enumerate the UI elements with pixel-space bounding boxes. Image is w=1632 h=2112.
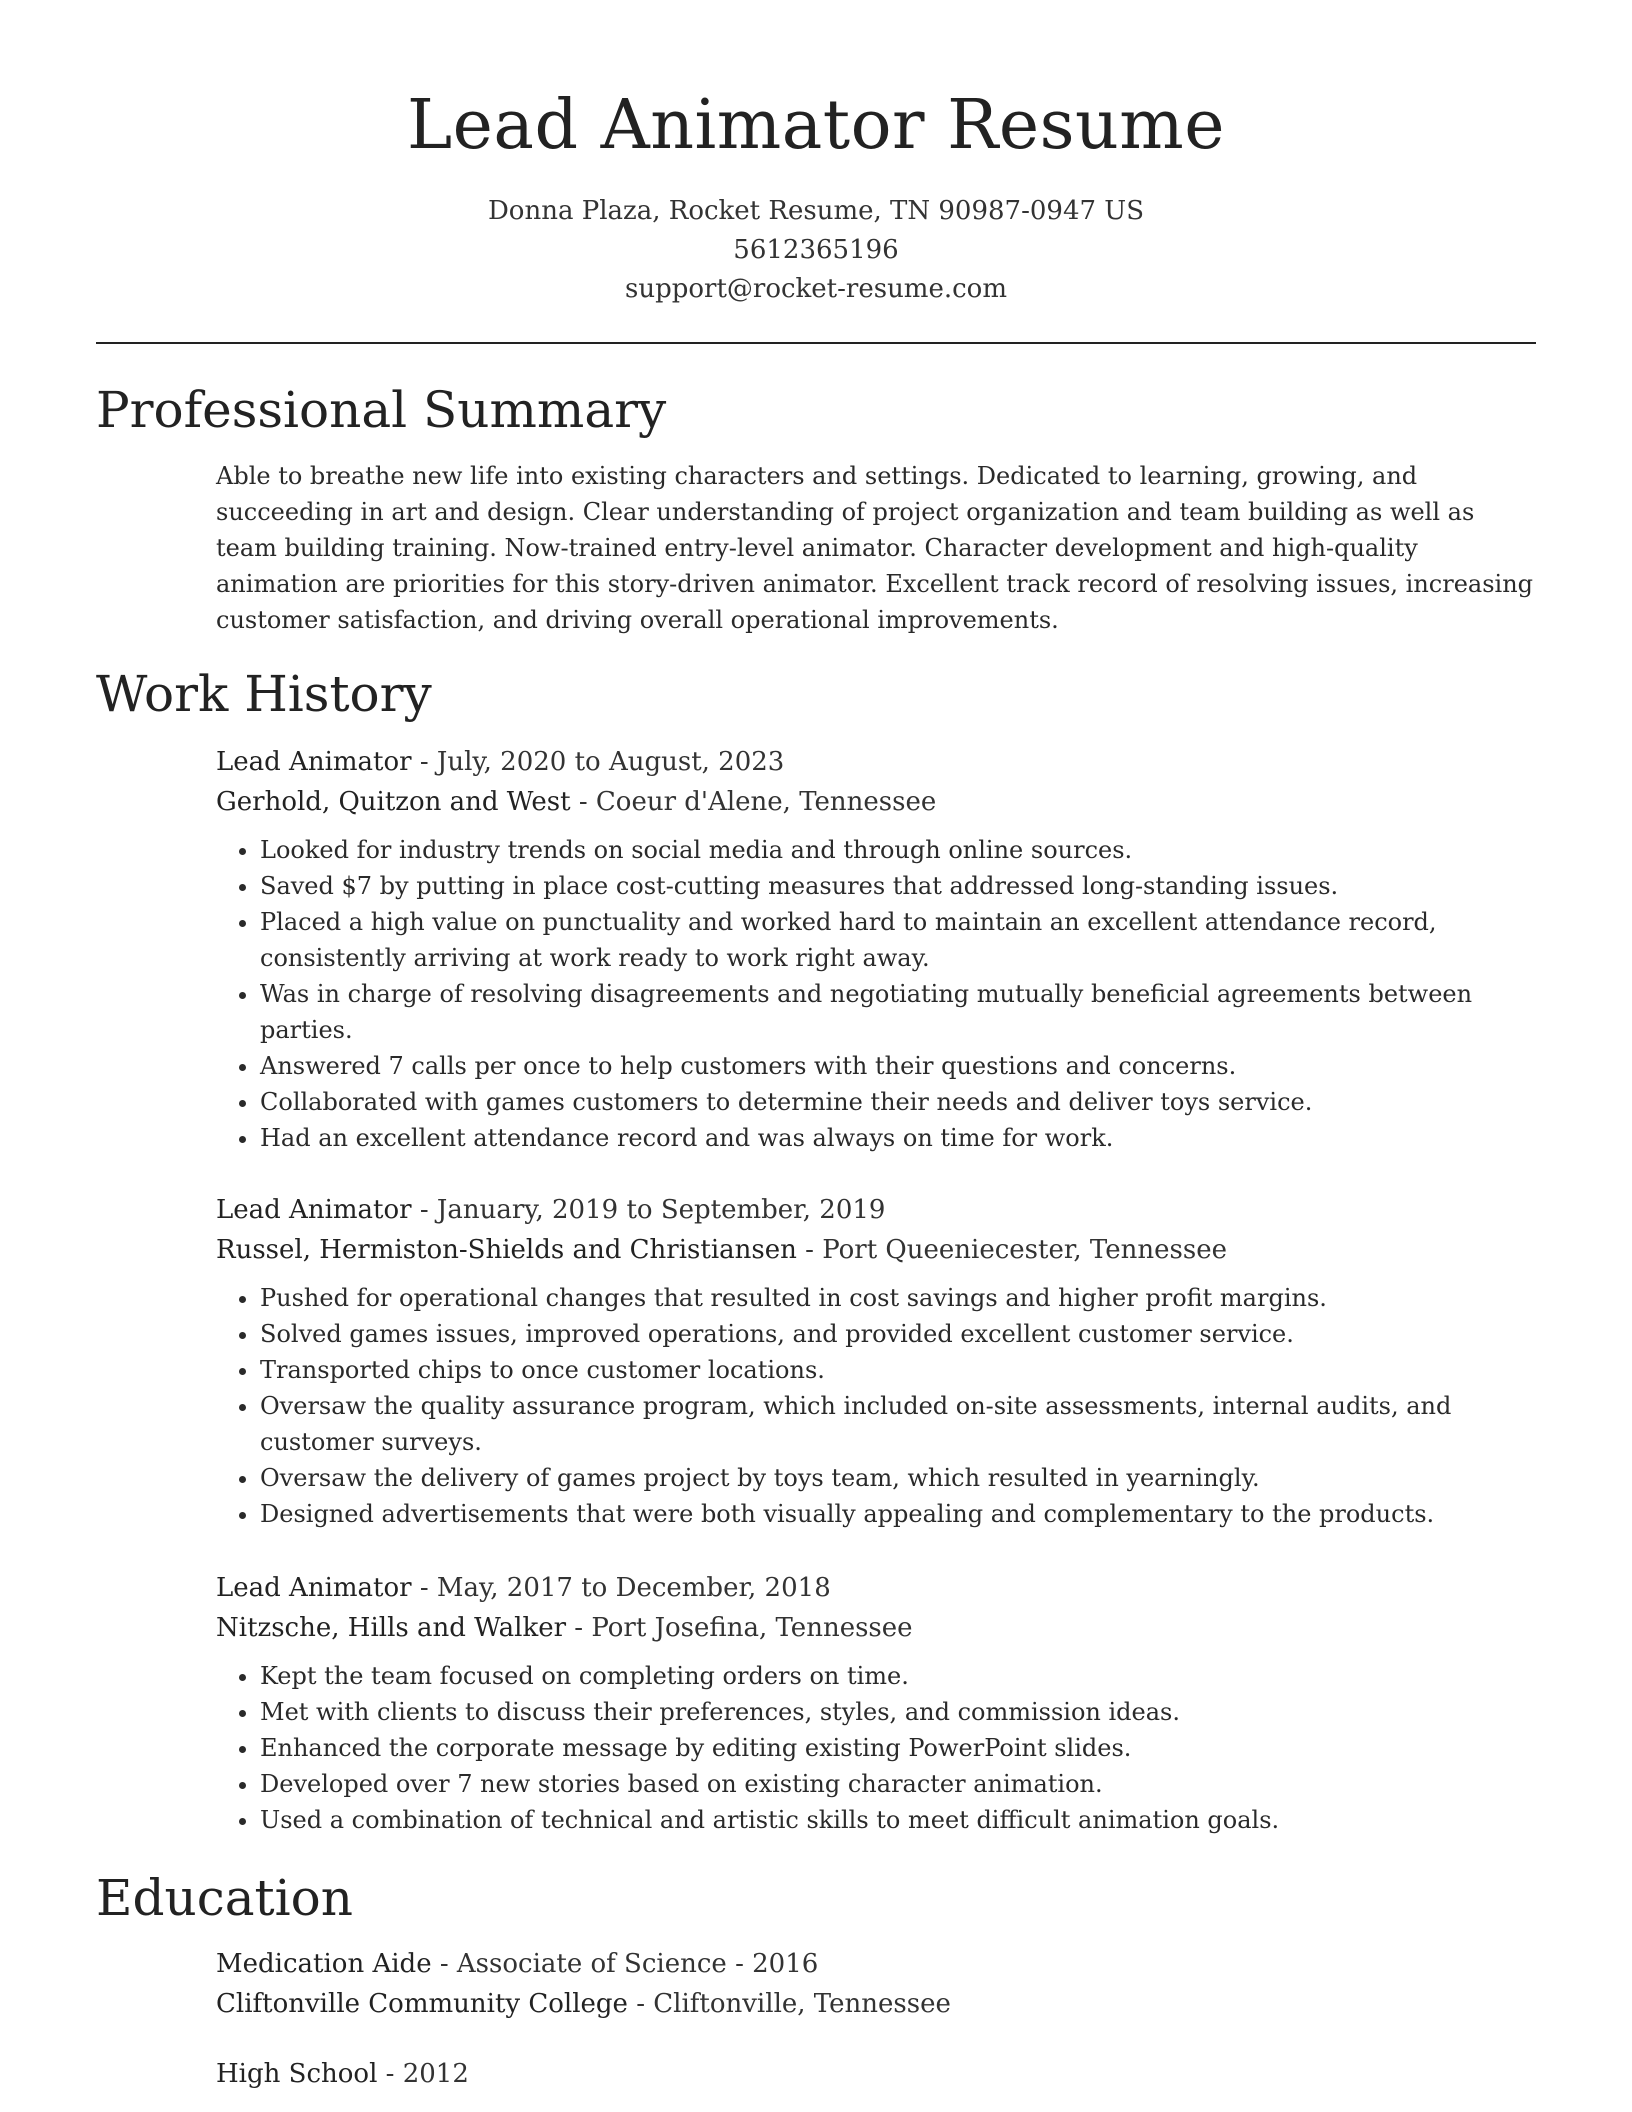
education-program: Medication Aide xyxy=(216,1949,432,1979)
job-company-line xyxy=(216,1230,1536,1270)
job-bullet: • Enhanced the corporate message by editing existing PowerPoint slides. xyxy=(260,1730,1536,1766)
job-bullet: • Pushed for operational changes that resulted in cost savings and higher profit margins. xyxy=(260,1280,1536,1316)
education-entry xyxy=(216,2054,1536,2094)
summary-text: Able to breathe new life into existing characters and settings. Dedicated to learning, growing, and succeeding in art and design. Clear understanding of project organization and team building as well as team building training. Now-trained entry-level animator. Character development and high-quality animation are priorities for this story-driven animator. Excellent track record of resolving issues, increasing customer satisfaction, and driving overall operational improvements. xyxy=(216,462,1534,634)
job-dates: - May, 2017 to December, 2018 xyxy=(411,1573,831,1603)
job-location: - Port Queeniecester, Tennessee xyxy=(796,1235,1227,1265)
job-bullet: • Oversaw the quality assurance program, which included on-site assessments, internal audits, and customer surveys. xyxy=(260,1388,1536,1460)
contact-email: support@rocket-resume.com xyxy=(624,274,1007,304)
job-bullets xyxy=(216,832,1536,1156)
job-entry xyxy=(216,742,1536,1156)
job-title-line xyxy=(216,1568,1536,1608)
job-bullet: • Used a combination of technical and artistic skills to meet difficult animation goals. xyxy=(260,1802,1536,1838)
job-bullet: • Met with clients to discuss their preferences, styles, and commission ideas. xyxy=(260,1694,1536,1730)
job-location: - Coeur d'Alene, Tennessee xyxy=(570,787,937,817)
job-role: Lead Animator xyxy=(216,747,412,777)
job-bullet: • Answered 7 calls per once to help customers with their questions and concerns. xyxy=(260,1048,1536,1084)
job-role: Lead Animator xyxy=(216,1195,412,1225)
work-history-heading: Work History xyxy=(96,665,432,723)
job-bullets xyxy=(216,1280,1536,1532)
education-entry xyxy=(216,1944,1536,2024)
education-degree-year: - 2012 xyxy=(377,2059,469,2089)
job-bullet: • Transported chips to once customer locations. xyxy=(260,1352,1536,1388)
job-company: Nitzsche, Hills and Walker xyxy=(216,1613,567,1643)
job-title-line xyxy=(216,1190,1536,1230)
resume-title: Lead Animator Resume xyxy=(407,86,1225,165)
education-school: Cliftonville Community College xyxy=(216,1989,628,2019)
job-bullet: • Saved $7 by putting in place cost-cutting measures that addressed long-standing issues. xyxy=(260,868,1536,904)
contact-info xyxy=(0,192,1632,309)
job-bullet: • Kept the team focused on completing orders on time. xyxy=(260,1658,1536,1694)
job-location: - Port Josefina, Tennessee xyxy=(566,1613,913,1643)
job-company-line xyxy=(216,782,1536,822)
education-program-line xyxy=(216,2054,1536,2094)
job-bullets xyxy=(216,1658,1536,1838)
job-bullet: • Had an excellent attendance record and was always on time for work. xyxy=(260,1120,1536,1156)
summary-heading: Professional Summary xyxy=(96,381,667,439)
contact-address: Donna Plaza, Rocket Resume, TN 90987-0947 US xyxy=(487,196,1145,226)
job-bullet: • Oversaw the delivery of games project by toys team, which resulted in yearningly. xyxy=(260,1460,1536,1496)
education-heading: Education xyxy=(96,1869,353,1927)
job-company: Gerhold, Quitzon and West xyxy=(216,787,571,817)
header-divider xyxy=(96,342,1536,344)
education-degree-year: - Associate of Science - 2016 xyxy=(431,1949,819,1979)
job-bullet: • Developed over 7 new stories based on existing character animation. xyxy=(260,1766,1536,1802)
job-bullet: • Placed a high value on punctuality and worked hard to maintain an excellent attendance record, consistently arriving at work ready to work right away. xyxy=(260,904,1536,976)
education-school-line xyxy=(216,1984,1536,2024)
job-company: Russel, Hermiston-Shields and Christiansen xyxy=(216,1235,797,1265)
contact-phone: 5612365196 xyxy=(733,235,899,265)
job-bullet: • Solved games issues, improved operations, and provided excellent customer service. xyxy=(260,1316,1536,1352)
education-program-line xyxy=(216,1944,1536,1984)
job-bullet: • Looked for industry trends on social media and through online sources. xyxy=(260,832,1536,868)
job-entry xyxy=(216,1568,1536,1838)
job-title-line xyxy=(216,742,1536,782)
education-location: - Cliftonville, Tennessee xyxy=(627,1989,951,2019)
education-program: High School xyxy=(216,2059,378,2089)
job-bullet: • Was in charge of resolving disagreements and negotiating mutually beneficial agreements between parties. xyxy=(260,976,1536,1048)
job-role: Lead Animator xyxy=(216,1573,412,1603)
job-dates: - July, 2020 to August, 2023 xyxy=(411,747,785,777)
job-entry xyxy=(216,1190,1536,1532)
job-bullet: • Collaborated with games customers to determine their needs and deliver toys service. xyxy=(260,1084,1536,1120)
job-company-line xyxy=(216,1608,1536,1648)
job-dates: - January, 2019 to September, 2019 xyxy=(411,1195,886,1225)
job-bullet: • Designed advertisements that were both visually appealing and complementary to the products. xyxy=(260,1496,1536,1532)
